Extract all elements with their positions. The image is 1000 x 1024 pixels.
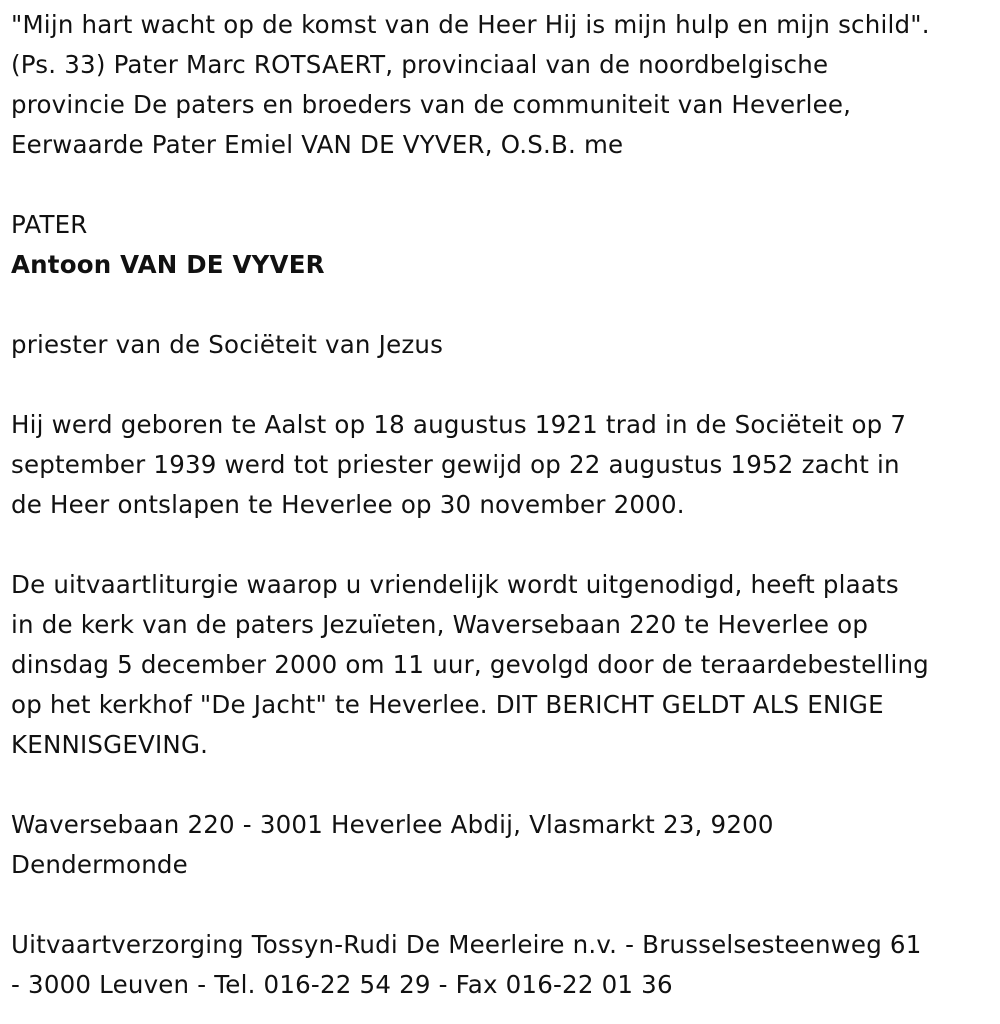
spacer	[11, 885, 996, 925]
obituary-document	[11, 5, 996, 1005]
spacer	[11, 365, 996, 405]
funeral-line: De uitvaartliturgie waarop u vriendelijk wordt uitgenodigd, heeft plaats	[11, 570, 899, 599]
deceased-name: Antoon VAN DE VYVER	[11, 250, 325, 279]
funeral-line: in de kerk van de paters Jezuïeten, Waversebaan 220 te Heverlee op	[11, 610, 869, 639]
intro-line: Eerwaarde Pater Emiel VAN DE VYVER, O.S.B. me	[11, 130, 624, 159]
intro-line: "Mijn hart wacht op de komst van de Heer Hij is mijn hulp en mijn schild".	[11, 10, 930, 39]
biography-line: september 1939 werd tot priester gewijd op 22 augustus 1952 zacht in	[11, 450, 900, 479]
addresses-paragraph	[11, 805, 996, 885]
funeral-line: op het kerkhof "De Jacht" te Heverlee. DIT BERICHT GELDT ALS ENIGE	[11, 690, 884, 719]
biography-line: de Heer ontslapen te Heverlee op 30 november 2000.	[11, 490, 685, 519]
deceased-role: priester van de Sociëteit van Jezus	[11, 330, 444, 359]
undertaker-line: - 3000 Leuven - Tel. 016-22 54 29 - Fax 016-22 01 36	[11, 970, 673, 999]
intro-line: (Ps. 33) Pater Marc ROTSAERT, provinciaal van de noordbelgische	[11, 50, 829, 79]
spacer	[11, 165, 996, 205]
intro-paragraph	[11, 5, 996, 165]
spacer	[11, 285, 996, 325]
funeral-line: KENNISGEVING.	[11, 730, 209, 759]
funeral-line: dinsdag 5 december 2000 om 11 uur, gevolgd door de teraardebestelling	[11, 650, 929, 679]
undertaker-line: Uitvaartverzorging Tossyn-Rudi De Meerleire n.v. - Brusselsesteenweg 61	[11, 930, 922, 959]
address-line: Waversebaan 220 - 3001 Heverlee Abdij, Vlasmarkt 23, 9200	[11, 810, 774, 839]
undertaker-paragraph	[11, 925, 996, 1005]
address-line: Dendermonde	[11, 850, 188, 879]
intro-line: provincie De paters en broeders van de communiteit van Heverlee,	[11, 90, 852, 119]
biography-paragraph	[11, 405, 996, 525]
spacer	[11, 525, 996, 565]
funeral-paragraph	[11, 565, 996, 765]
spacer	[11, 765, 996, 805]
deceased-title: PATER	[11, 210, 88, 239]
biography-line: Hij werd geboren te Aalst op 18 augustus 1921 trad in de Sociëteit op 7	[11, 410, 907, 439]
